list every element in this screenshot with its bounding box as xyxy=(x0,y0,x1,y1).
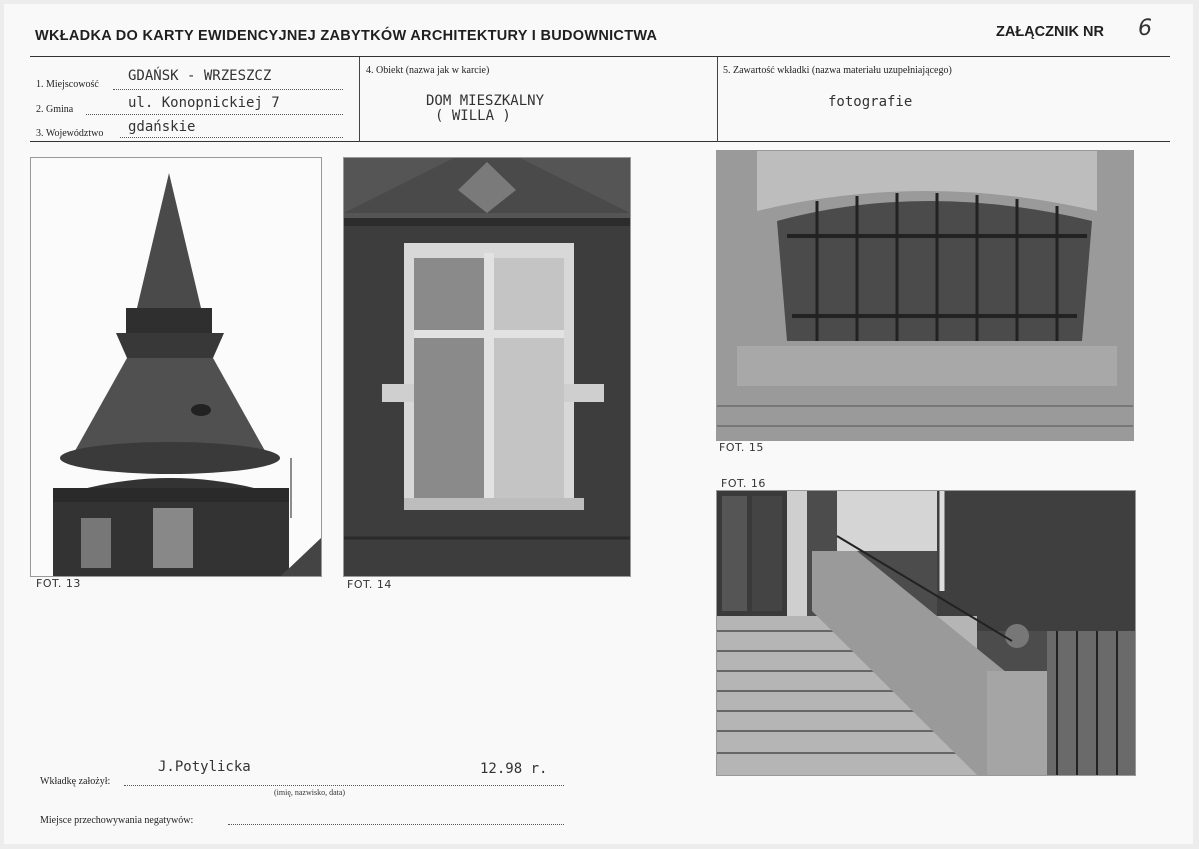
photo-entrance-stairs xyxy=(716,490,1136,776)
photo-barred-window xyxy=(716,150,1134,441)
commune-dots xyxy=(86,114,343,115)
entrance-stairs-drawing xyxy=(717,491,1135,775)
caption-fot-14: FOT. 14 xyxy=(347,578,392,591)
column-divider-2 xyxy=(717,57,718,142)
locality-value: GDAŃSK - WRZESZCZ xyxy=(128,68,272,84)
caption-fot-15: FOT. 15 xyxy=(719,441,764,454)
contents-label: 5. Zawartość wkładki (nazwa materiału uzupełniającego) xyxy=(723,65,952,76)
window-drawing xyxy=(344,158,630,576)
author-date: 12.98 r. xyxy=(480,761,548,777)
form-title: WKŁADKA DO KARTY EWIDENCYJNEJ ZABYTKÓW ARCHITEKTURY I BUDOWNICTWA xyxy=(35,28,658,44)
object-value-line1: DOM MIESZKALNY xyxy=(426,93,545,109)
photo-window xyxy=(343,157,631,577)
barred-window-drawing xyxy=(717,151,1133,440)
negatives-dots xyxy=(228,824,564,825)
caption-fot-13: FOT. 13 xyxy=(36,577,81,590)
locality-label: 1. Miejscowość xyxy=(36,79,99,90)
object-value-line2: ( WILLA ) xyxy=(435,108,511,124)
contents-value: fotografie xyxy=(828,94,913,110)
annex-number: 6 xyxy=(1138,16,1152,41)
voivodeship-dots xyxy=(120,137,343,138)
author-hint: (imię, nazwisko, data) xyxy=(274,788,346,797)
commune-label: 2. Gmina xyxy=(36,104,74,115)
negatives-label: Miejsce przechowywania negatywów: xyxy=(40,815,194,826)
photo-tower xyxy=(30,157,322,577)
caption-fot-16: FOT. 16 xyxy=(721,477,766,490)
author-dots xyxy=(124,785,564,786)
voivodeship-label: 3. Województwo xyxy=(36,128,104,139)
commune-value: ul. Konopnickiej 7 xyxy=(128,95,280,111)
author-name: J.Potylicka xyxy=(158,759,251,775)
locality-dots xyxy=(113,89,343,90)
tower-drawing xyxy=(31,158,321,576)
voivodeship-value: gdańskie xyxy=(128,119,196,135)
object-label: 4. Obiekt (nazwa jak w karcie) xyxy=(366,65,490,76)
header-top-rule xyxy=(30,56,1170,57)
author-label: Wkładkę założył: xyxy=(40,776,111,787)
header-bottom-rule xyxy=(30,141,1170,142)
annex-label: ZAŁĄCZNIK NR xyxy=(996,24,1104,40)
column-divider-1 xyxy=(359,57,360,142)
